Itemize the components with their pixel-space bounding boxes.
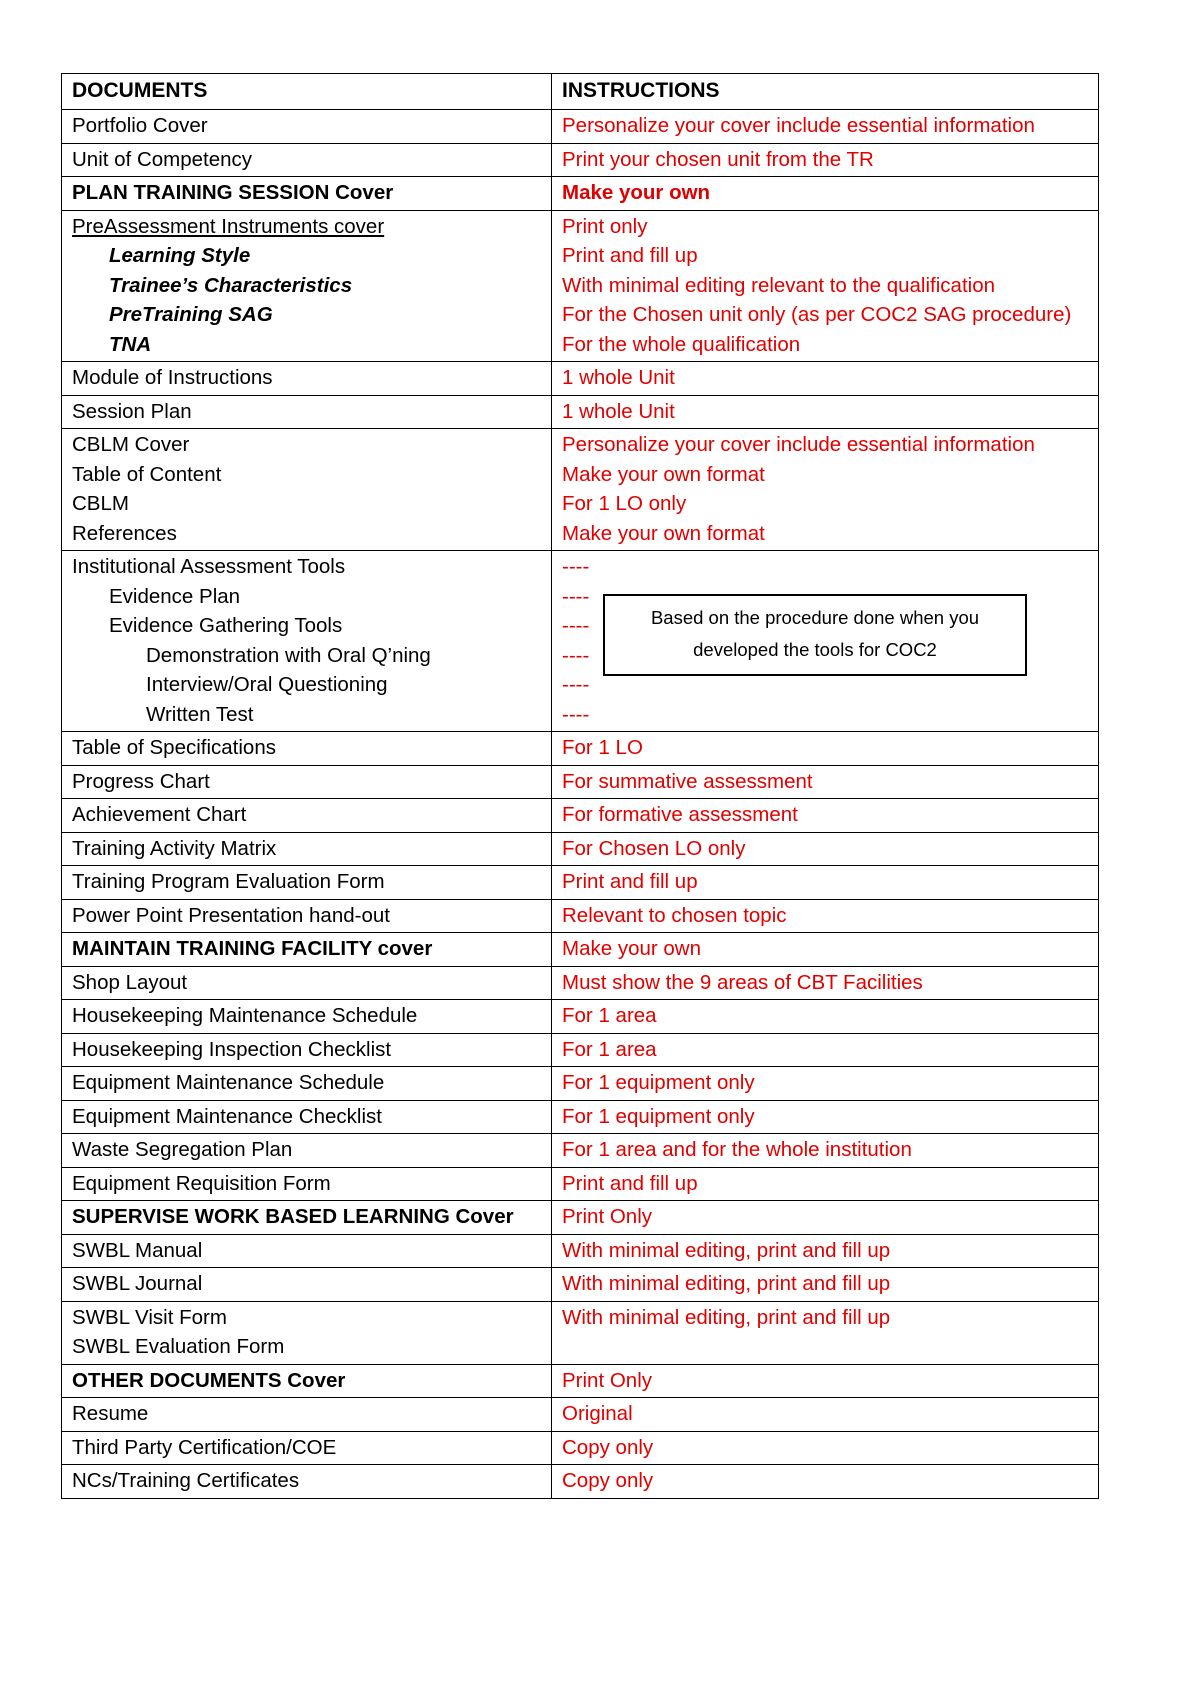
table-row: [62, 1301, 1099, 1364]
instruction-line: Make your own format: [562, 521, 765, 545]
doc-cell: Training Program Evaluation Form: [62, 866, 552, 900]
doc-cell: Session Plan: [62, 395, 552, 429]
doc-cell: Housekeeping Inspection Checklist: [62, 1033, 552, 1067]
table-row: [62, 1234, 1099, 1268]
note-line: developed the tools for COC2: [693, 639, 937, 660]
instruction-line: Print and fill up: [562, 244, 698, 267]
instruction-cell: Print your chosen unit from the TR: [552, 143, 1099, 177]
doc-cell: Power Point Presentation hand-out: [62, 899, 552, 933]
section-cover-cell: MAINTAIN TRAINING FACILITY cover: [62, 933, 552, 967]
doc-cell: Waste Segregation Plan: [62, 1134, 552, 1168]
instruction-cell: For 1 area: [552, 1000, 1099, 1034]
doc-cell: Progress Chart: [62, 765, 552, 799]
header-documents: DOCUMENTS: [62, 74, 552, 110]
instruction-cell: Make your own: [552, 177, 1099, 211]
doc-cell: Portfolio Cover: [62, 110, 552, 144]
table-row: [62, 1000, 1099, 1034]
doc-line: SWBL Visit Form: [72, 1305, 227, 1329]
doc-cell-group: [62, 210, 552, 362]
doc-cell: Shop Layout: [62, 966, 552, 1000]
doc-line: CBLM Cover: [72, 433, 190, 456]
instruction-line: Make your own format: [562, 462, 765, 486]
doc-subline: Interview/Oral Questioning: [146, 673, 388, 696]
table-row: [62, 143, 1099, 177]
documents-table: [61, 73, 1099, 1499]
instruction-line: With minimal editing, print and fill up: [562, 1305, 891, 1329]
instruction-cell: Print and fill up: [552, 1167, 1099, 1201]
doc-line: Institutional Assessment Tools: [72, 555, 346, 578]
doc-line: CBLM: [72, 492, 129, 515]
note-line: Based on the procedure done when you: [650, 607, 980, 628]
procedure-note-box: [603, 594, 1027, 676]
doc-cell: SWBL Manual: [62, 1234, 552, 1268]
instruction-line: ----: [562, 643, 590, 667]
table-row: [62, 1100, 1099, 1134]
doc-cell-group: [62, 551, 552, 732]
table-row: [62, 1268, 1099, 1302]
instruction-line: ----: [562, 555, 590, 578]
doc-line: PreAssessment Instruments cover: [72, 214, 385, 238]
instruction-cell: For 1 area and for the whole institution: [552, 1134, 1099, 1168]
doc-cell: Module of Instructions: [62, 362, 552, 396]
doc-cell: Housekeeping Maintenance Schedule: [62, 1000, 552, 1034]
doc-cell: SWBL Journal: [62, 1268, 552, 1302]
table-row: [62, 1033, 1099, 1067]
section-cover-cell: OTHER DOCUMENTS Cover: [62, 1364, 552, 1398]
table-row: [62, 899, 1099, 933]
instruction-line: ----: [562, 673, 590, 696]
instruction-line: ----: [562, 584, 590, 608]
doc-cell: Unit of Competency: [62, 143, 552, 177]
instruction-cell: Print Only: [552, 1364, 1099, 1398]
instruction-cell: Personalize your cover include essential information: [552, 110, 1099, 144]
instruction-line: For 1 LO only: [562, 492, 687, 515]
instruction-line: For the whole qualification: [562, 332, 801, 356]
table-row: [62, 1167, 1099, 1201]
instruction-cell: Print Only: [552, 1201, 1099, 1235]
section-cover-cell: SUPERVISE WORK BASED LEARNING Cover: [62, 1201, 552, 1235]
doc-cell: Table of Specifications: [62, 732, 552, 766]
instruction-cell: Print and fill up: [552, 866, 1099, 900]
instruction-cell: With minimal editing, print and fill up: [552, 1234, 1099, 1268]
table-row: [62, 1465, 1099, 1499]
doc-subline: Trainee’s Characteristics: [109, 273, 353, 297]
doc-cell: NCs/Training Certificates: [62, 1465, 552, 1499]
table-row: [62, 765, 1099, 799]
table-row: [62, 210, 1099, 362]
table-header-row: [62, 74, 1099, 110]
instruction-cell: Copy only: [552, 1465, 1099, 1499]
instruction-cell: 1 whole Unit: [552, 362, 1099, 396]
table-row: [62, 832, 1099, 866]
section-cover-cell: PLAN TRAINING SESSION Cover: [62, 177, 552, 211]
doc-cell: Equipment Requisition Form: [62, 1167, 552, 1201]
table-row: [62, 1134, 1099, 1168]
table-row: [62, 732, 1099, 766]
doc-cell: Equipment Maintenance Schedule: [62, 1067, 552, 1101]
table-row: [62, 1364, 1099, 1398]
instruction-cell-group: [552, 210, 1099, 362]
table-row: [62, 933, 1099, 967]
table-row: [62, 177, 1099, 211]
doc-cell: Third Party Certification/COE: [62, 1431, 552, 1465]
instruction-cell: For Chosen LO only: [552, 832, 1099, 866]
doc-subline: Evidence Plan: [109, 584, 241, 608]
doc-line: SWBL Evaluation Form: [72, 1335, 285, 1358]
doc-cell: Training Activity Matrix: [62, 832, 552, 866]
doc-line: Table of Content: [72, 462, 222, 486]
doc-subline: Demonstration with Oral Q’ning: [146, 643, 431, 667]
doc-line: References: [72, 521, 177, 545]
instruction-cell: 1 whole Unit: [552, 395, 1099, 429]
doc-subline: Learning Style: [109, 244, 251, 267]
instruction-cell: With minimal editing, print and fill up: [552, 1268, 1099, 1302]
instruction-cell: For 1 equipment only: [552, 1100, 1099, 1134]
instruction-cell: Original: [552, 1398, 1099, 1432]
doc-cell: Resume: [62, 1398, 552, 1432]
instruction-cell: Copy only: [552, 1431, 1099, 1465]
instruction-cell-group: [552, 429, 1099, 551]
table-row: [62, 1201, 1099, 1235]
doc-cell-group: [62, 1301, 552, 1364]
instruction-line: Personalize your cover include essential information: [562, 433, 1035, 456]
doc-cell: Equipment Maintenance Checklist: [62, 1100, 552, 1134]
table-row: [62, 799, 1099, 833]
doc-subline: PreTraining SAG: [109, 303, 273, 326]
instruction-line: ----: [562, 702, 590, 726]
instruction-cell: For formative assessment: [552, 799, 1099, 833]
table-row: [62, 1431, 1099, 1465]
instruction-cell: Make your own: [552, 933, 1099, 967]
table-row: [62, 1067, 1099, 1101]
instruction-line: For the Chosen unit only (as per COC2 SAG procedure): [562, 303, 1072, 326]
table-row: [62, 1398, 1099, 1432]
table-row: [62, 395, 1099, 429]
instruction-line: ----: [562, 614, 590, 637]
doc-cell: Achievement Chart: [62, 799, 552, 833]
instruction-cell: For summative assessment: [552, 765, 1099, 799]
instruction-line: With minimal editing relevant to the qualification: [562, 273, 995, 297]
table-row: [62, 362, 1099, 396]
instruction-line: Print only: [562, 214, 648, 238]
header-instructions: INSTRUCTIONS: [552, 74, 1099, 110]
doc-subline: TNA: [109, 332, 152, 356]
table-row: [62, 110, 1099, 144]
table-row: [62, 866, 1099, 900]
table-row: [62, 966, 1099, 1000]
table-row: [62, 429, 1099, 551]
instruction-cell: For 1 LO: [552, 732, 1099, 766]
instruction-cell: Must show the 9 areas of CBT Facilities: [552, 966, 1099, 1000]
instruction-cell-group: [552, 1301, 1099, 1364]
instruction-cell: Relevant to chosen topic: [552, 899, 1099, 933]
doc-subline: Written Test: [146, 702, 254, 726]
doc-subline: Evidence Gathering Tools: [109, 614, 343, 637]
doc-cell-group: [62, 429, 552, 551]
instruction-cell: For 1 equipment only: [552, 1067, 1099, 1101]
instruction-cell: For 1 area: [552, 1033, 1099, 1067]
